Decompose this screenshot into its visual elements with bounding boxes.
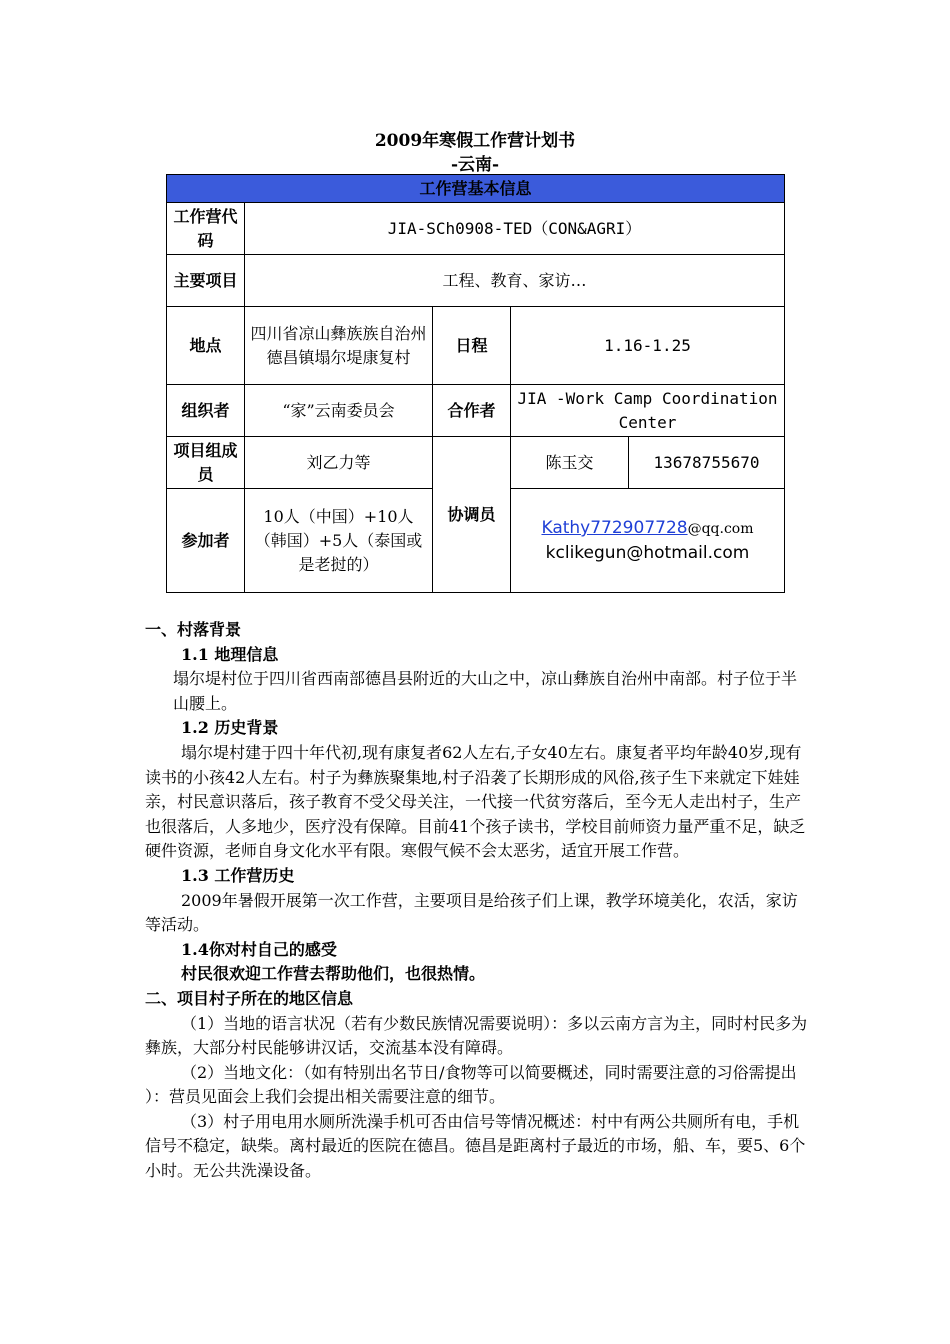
email-secondary: kclikegun@hotmail.com: [545, 543, 750, 563]
email-domain: @qq.com: [687, 521, 754, 537]
section-1-3-heading: 1.3 工作营历史: [181, 865, 295, 885]
section-1-2-text: 塌尔堤村建于四十年代初,现有康复者62人左右,子女40左右。康复者平均年龄40岁,现有读书的小孩42人左右。村子为彝族聚集地,村子沿袭了长期形成的风俗,孩子生下来就定下娃娃亲，村民意识落后，孩子教育不受父母关注，一代接一代贫穷落后，至今无人走出村子，生产也很落后，人多地少，医疗没有保障。目前41个孩子读书，学校目前师资力量严重不足，缺乏硬件资源，老师自身文化水平有限。寒假气候不会太恶劣，适宜开展工作营。: [145, 742, 806, 861]
section-1-3-text: 2009年暑假开展第一次工作营，主要项目是给孩子们上课，教学环境美化，农活，家访等活动。: [145, 890, 798, 935]
members-label: 项目组成员: [167, 437, 245, 489]
participants-value: 10人（中国）+10人（韩国）+5人（泰国或是老挝的）: [245, 489, 433, 593]
schedule-value: 1.16-1.25: [511, 307, 785, 385]
organizer-label: 组织者: [167, 385, 245, 437]
members-value: 刘乙力等: [245, 437, 433, 489]
location-value: 四川省凉山彝族族自治州德昌镇塌尔堤康复村: [245, 307, 433, 385]
section-2-2-text: （2）当地文化：（如有特别出名节日/食物等可以简要概述，同时需要注意的习俗需提出 ）：营员见面会上我们会提出相关需要注意的细节。: [145, 1062, 797, 1107]
coordinator-email-cell: [511, 489, 785, 593]
section-1-1-text: 塌尔堤村位于四川省西南部德昌县附近的大山之中，凉山彝族自治州中南部。村子位于半山腰上。: [173, 669, 798, 713]
section-1-1-heading: 1.1 地理信息: [181, 644, 279, 664]
coordinator-name: 陈玉交: [511, 437, 629, 489]
section-2-3-text: （3）村子用电用水厕所洗澡手机可否由信号等情况概述：村中有两公共厕所有电，手机信号不稳定，缺柴。离村最近的医院在德昌。德昌是距离村子最近的市场，船、车，要5、6个小时。无公共洗澡设备。: [145, 1111, 806, 1181]
document-body: [145, 618, 810, 1184]
section-2-1-text: （1）当地的语言状况（若有少数民族情况需要说明）：多以云南方言为主，同时村民多为彝族，大部分村民能够讲汉话，交流基本没有障碍。: [145, 1013, 808, 1058]
coordinator-phone: 13678755670: [629, 437, 785, 489]
section-1-2-heading: 1.2 历史背景: [181, 718, 279, 738]
code-label: 工作营代码: [167, 203, 245, 255]
document-title: 2009年寒假工作营计划书: [374, 131, 576, 151]
section-1-heading: 一、村落背景: [145, 620, 242, 639]
coordinator-label: 协调员: [433, 437, 511, 593]
camp-info-table: [166, 174, 785, 593]
location-label: 地点: [167, 307, 245, 385]
partner-value: JIA -Work Camp Coordination Center: [511, 385, 785, 437]
section-1-4-heading: 1.4你对村自己的感受: [181, 939, 337, 959]
code-value: JIA-SCh0908-TED（CON&AGRI）: [245, 203, 785, 255]
document-subtitle: -云南-: [450, 155, 500, 175]
organizer-value: “家”云南委员会: [245, 385, 433, 437]
section-2-heading: 二、项目村子所在的地区信息: [145, 988, 354, 1008]
participants-label: 参加者: [167, 489, 245, 593]
partner-label: 合作者: [433, 385, 511, 437]
email-link[interactable]: Kathy772907728: [541, 518, 688, 538]
section-1-4-text: 村民很欢迎工作营去帮助他们，也很热情。: [181, 964, 486, 984]
table-header: 工作营基本信息: [167, 175, 785, 203]
project-label: 主要项目: [167, 255, 245, 307]
project-value: 工程、教育、家访…: [245, 255, 785, 307]
schedule-label: 日程: [433, 307, 511, 385]
